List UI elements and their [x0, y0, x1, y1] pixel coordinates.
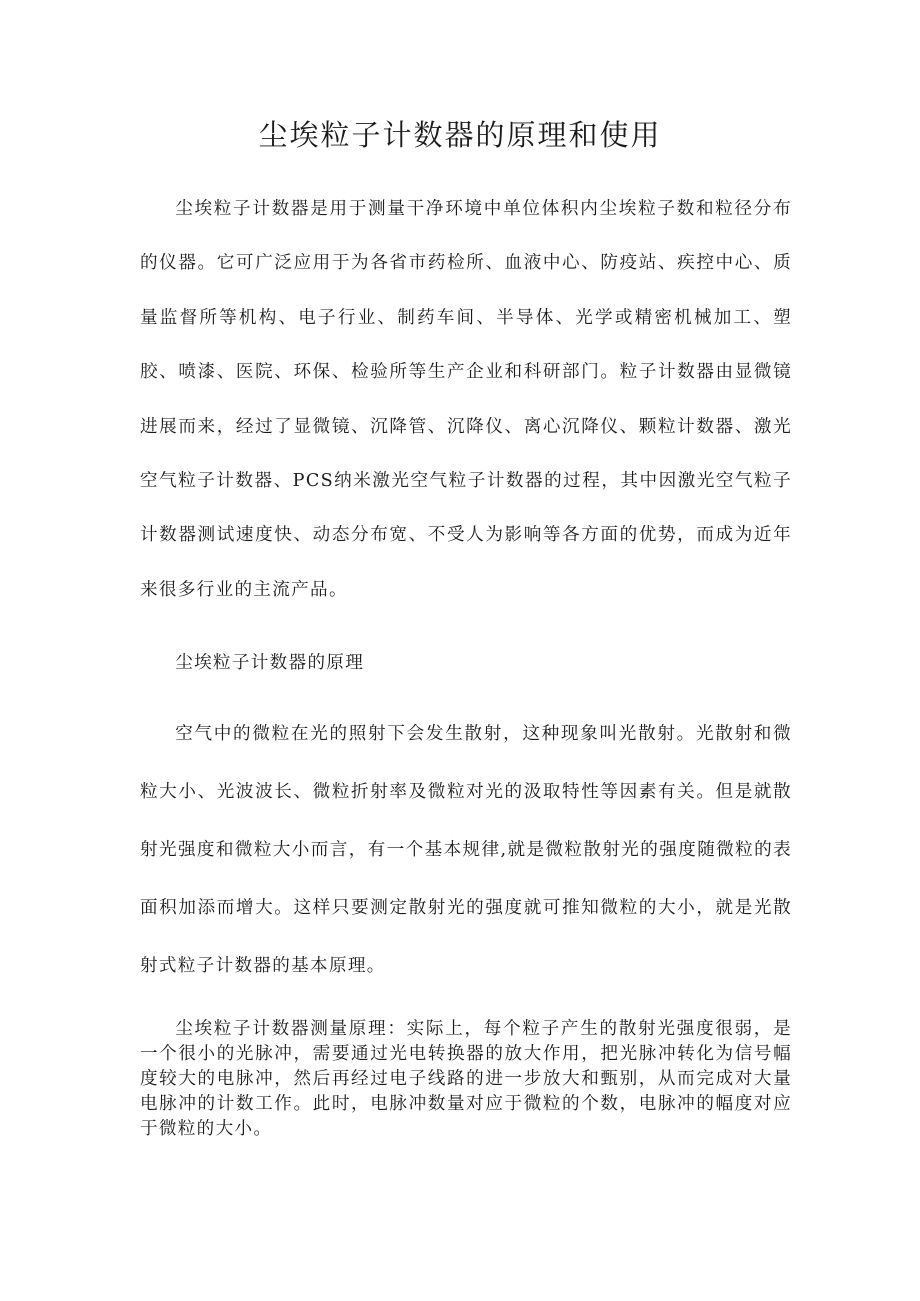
section-heading: 尘埃粒子计数器的原理	[175, 653, 365, 673]
intro-paragraph: 尘埃粒子计数器是用于测量干净环境中单位体积内尘埃粒子数和粒径分布的仪器。它可广泛应用于为各省市药检所、血液中心、防疫站、疾控中心、质量监督所等机构、电子行业、制药车间、半导体、光学或精密机械加工、塑胶、喷漆、医院、环保、检验所等生产企业和科研部门。粒子计数器由显微镜进展而来，经过了显微镜、沉降管、沉降仪、离心沉降仪、颗粒计数器、激光空气粒子计数器、PCS纳米激光空气粒子计数器的过程，其中因激光空气粒子计数器测试速度快、动态分布宽、不受人为影响等各方面的优势，而成为近年来很多行业的主流产品。	[140, 199, 792, 600]
measurement-paragraph: 尘埃粒子计数器测量原理：实际上，每个粒子产生的散射光强度很弱，是一个很小的光脉冲，需要通过光电转换器的放大作用，把光脉冲转化为信号幅度较大的电脉冲，然后再经过电子线路的进一步放大和甄别，从而完成对大量电脉冲的计数工作。此时，电脉冲数量对应于微粒的个数，电脉冲的幅度对应于微粒的大小。	[140, 1019, 792, 1139]
document-title: 尘埃粒子计数器的原理和使用	[258, 118, 662, 152]
principle-paragraph: 空气中的微粒在光的照射下会发生散射，这种现象叫光散射。光散射和微粒大小、光波波长、微粒折射率及微粒对光的汲取特性等因素有关。但是就散射光强度和微粒大小而言，有一个基本规律,就是微粒散射光的强度随微粒的表面积加添而增大。这样只要测定散射光的强度就可推知微粒的大小，就是光散射式粒子计数器的基本原理。	[140, 724, 792, 976]
